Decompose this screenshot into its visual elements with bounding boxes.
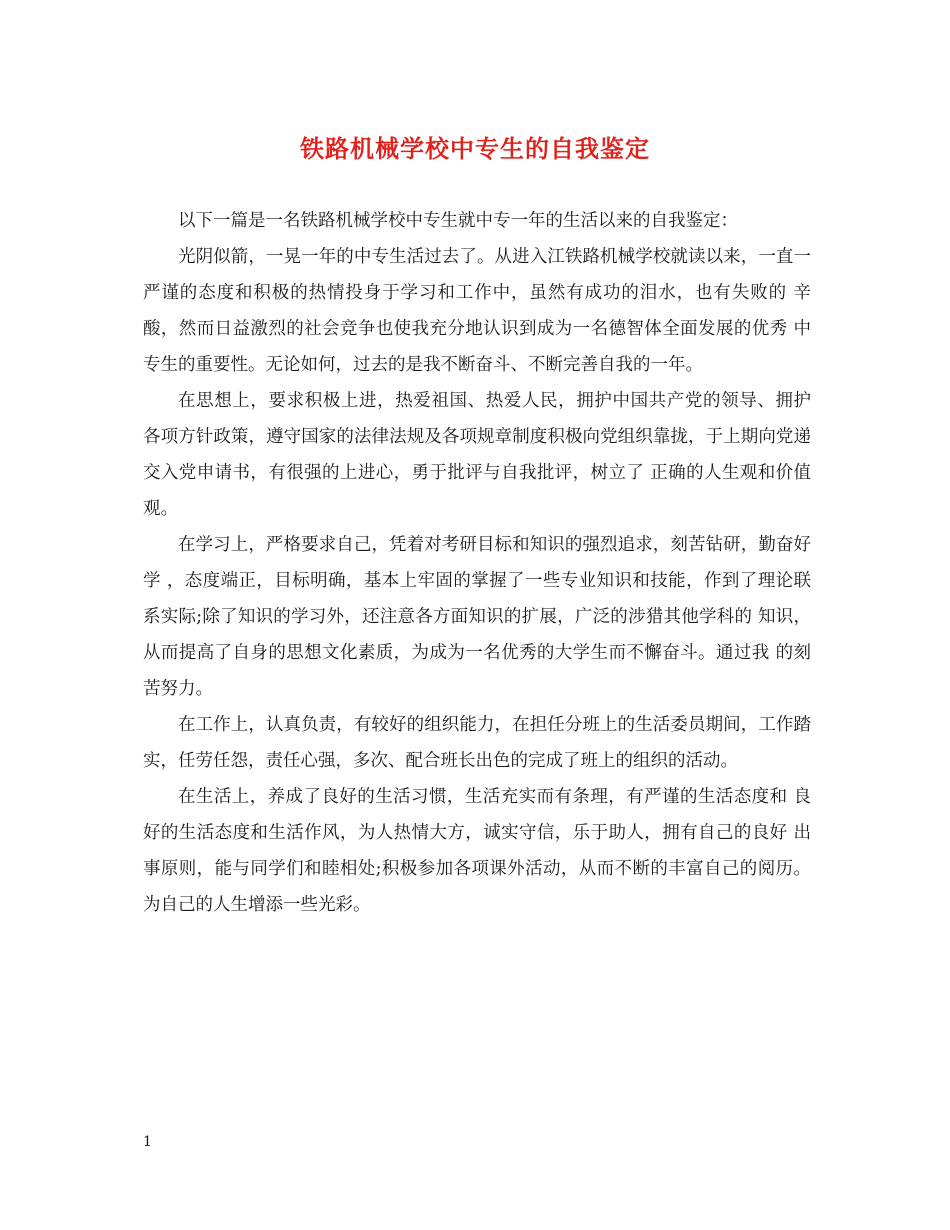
paragraph-intro: 以下一篇是一名铁路机械学校中专生就中专一年的生活以来的自我鉴定： xyxy=(178,211,738,231)
paragraph-ideology: 在思想上，要求积极上进，热爱祖国、热爱人民，拥护中国共产党的领导、拥护 各项方针政策，遵守国家的法律法规及各项规章制度积极向党组织靠拢，于上期向党递交入党申请书，有很强的上进心，勇于批评与自我批评，树立了 正确的人生观和价值观。 xyxy=(143,391,811,519)
paragraph-work: 在工作上，认真负责，有较好的组织能力，在担任分班上的生活委员期间，工作踏实，任劳任怨，责任心强，多次、配合班长出色的完成了班上的组织的活动。 xyxy=(143,715,811,771)
document-body xyxy=(143,203,811,923)
paragraph-life: 在生活上，养成了良好的生活习惯，生活充实而有条理，有严谨的生活态度和 良好的生活态度和生活作风，为人热情大方，诚实守信，乐于助人，拥有自己的良好 出事原则，能与同学们和睦相处;积极参加各项课外活动，从而不断的丰富自己的阅历。为自己的人生增添一些光彩。 xyxy=(143,787,811,915)
paragraph-overview: 光阴似箭，一晃一年的中专生活过去了。从进入江铁路机械学校就读以来，一直一严谨的态度和积极的热情投身于学习和工作中，虽然有成功的泪水，也有失败的 辛酸，然而日益激烈的社会竞争也使我充分地认识到成为一名德智体全面发展的优秀 中专生的重要性。无论如何，过去的是我不断奋斗、不断完善自我的一年。 xyxy=(143,247,811,375)
document-title: 铁路机械学校中专生的自我鉴定 xyxy=(300,134,650,163)
page-number: 1 xyxy=(143,1134,152,1150)
paragraph-study: 在学习上，严格要求自己，凭着对考研目标和知识的强烈追求，刻苦钻研，勤奋好学 ，态度端正，目标明确，基本上牢固的掌握了一些专业知识和技能，作到了理论联系实际;除了知识的学习外，还注意各方面知识的扩展，广泛的涉猎其他学科的 知识，从而提高了自身的思想文化素质，为成为一名优秀的大学生而不懈奋斗。通过我 的刻苦努力。 xyxy=(143,535,811,699)
